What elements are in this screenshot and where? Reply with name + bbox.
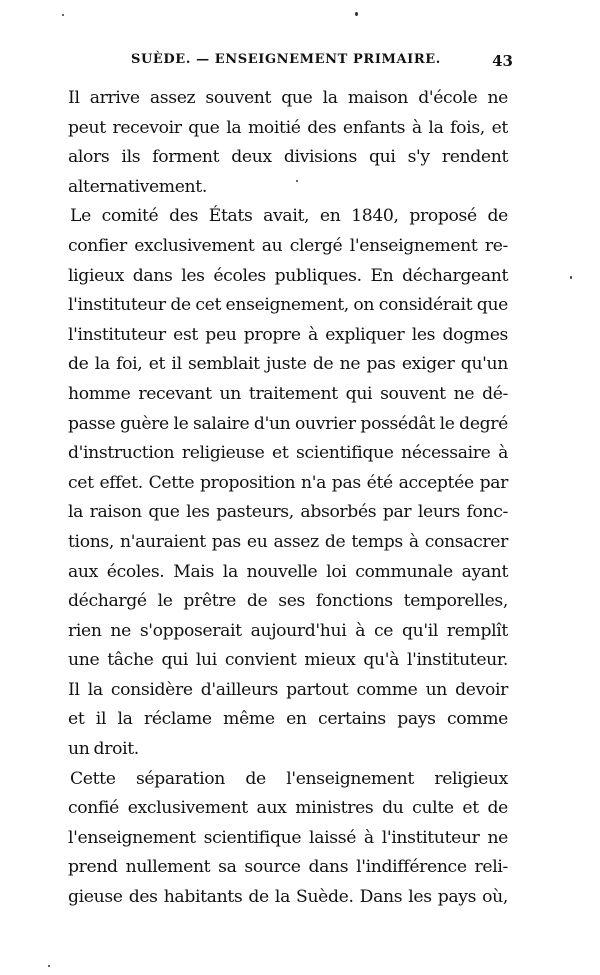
text-line: homme recevant un traitement qui souvent ne dé- — [68, 383, 508, 404]
running-title: SUÈDE. — ENSEIGNEMENT PRIMAIRE. — [131, 52, 441, 67]
text-line: une tâche qui lui convient mieux qu'à l'instituteur. — [68, 650, 508, 671]
text-line: Il la considère d'ailleurs partout comme un devoir — [68, 679, 508, 700]
print-speck — [570, 276, 572, 279]
text-line: Le comité des États avait, en 1840, proposé de — [70, 206, 508, 227]
print-speck — [62, 14, 64, 16]
text-line: aux écoles. Mais la nouvelle loi communale ayant — [68, 561, 508, 582]
text-line: rien ne s'opposerait aujourd'hui à ce qu'il remplît — [68, 620, 508, 641]
text-line: peut recevoir que la moitié des enfants à la fois, et — [68, 117, 508, 138]
print-speck — [296, 180, 298, 182]
text-line: la raison que les pasteurs, absorbés par leurs fonc- — [68, 502, 508, 523]
text-line: alors ils forment deux divisions qui s'y rendent — [68, 147, 508, 168]
text-line: confier exclusivement au clergé l'enseignement re- — [68, 235, 508, 256]
text-line: gieuse des habitants de la Suède. Dans les pays où, — [68, 887, 508, 908]
text-line: Il arrive assez souvent que la maison d'école ne — [68, 88, 508, 108]
print-speck — [355, 12, 358, 16]
text-line: l'enseignement scientifique laissé à l'instituteur ne — [68, 827, 508, 848]
text-line: cet effet. Cette proposition n'a pas été acceptée par — [68, 472, 508, 493]
text-line: l'instituteur de cet enseignement, on considérait que — [68, 295, 508, 316]
text-line: Cette séparation de l'enseignement religieux — [70, 768, 508, 789]
text-line: et il la réclame même en certains pays comme — [68, 709, 508, 730]
body-text — [68, 84, 508, 913]
text-line: de la foi, et il semblait juste de ne pas exiger qu'un — [68, 354, 508, 375]
page-number: 43 — [492, 52, 513, 70]
text-line: d'instruction religieuse et scientifique nécessaire à — [68, 443, 508, 464]
text-line: alternativement. — [68, 176, 207, 197]
running-head — [75, 52, 513, 72]
text-line: passe guère le salaire d'un ouvrier possédât le degré — [68, 413, 508, 434]
text-line: confié exclusivement aux ministres du culte et de — [68, 798, 508, 819]
text-line: un droit. — [68, 739, 139, 760]
text-line: ligieux dans les écoles publiques. En déchargeant — [68, 265, 508, 286]
print-speck — [48, 965, 50, 967]
text-line: l'instituteur est peu propre à expliquer les dogmes — [68, 324, 508, 345]
text-line: tions, n'auraient pas eu assez de temps à consacrer — [68, 531, 508, 552]
text-line: prend nullement sa source dans l'indifférence reli- — [68, 857, 508, 878]
text-line: déchargé le prêtre de ses fonctions temporelles, — [68, 591, 508, 612]
